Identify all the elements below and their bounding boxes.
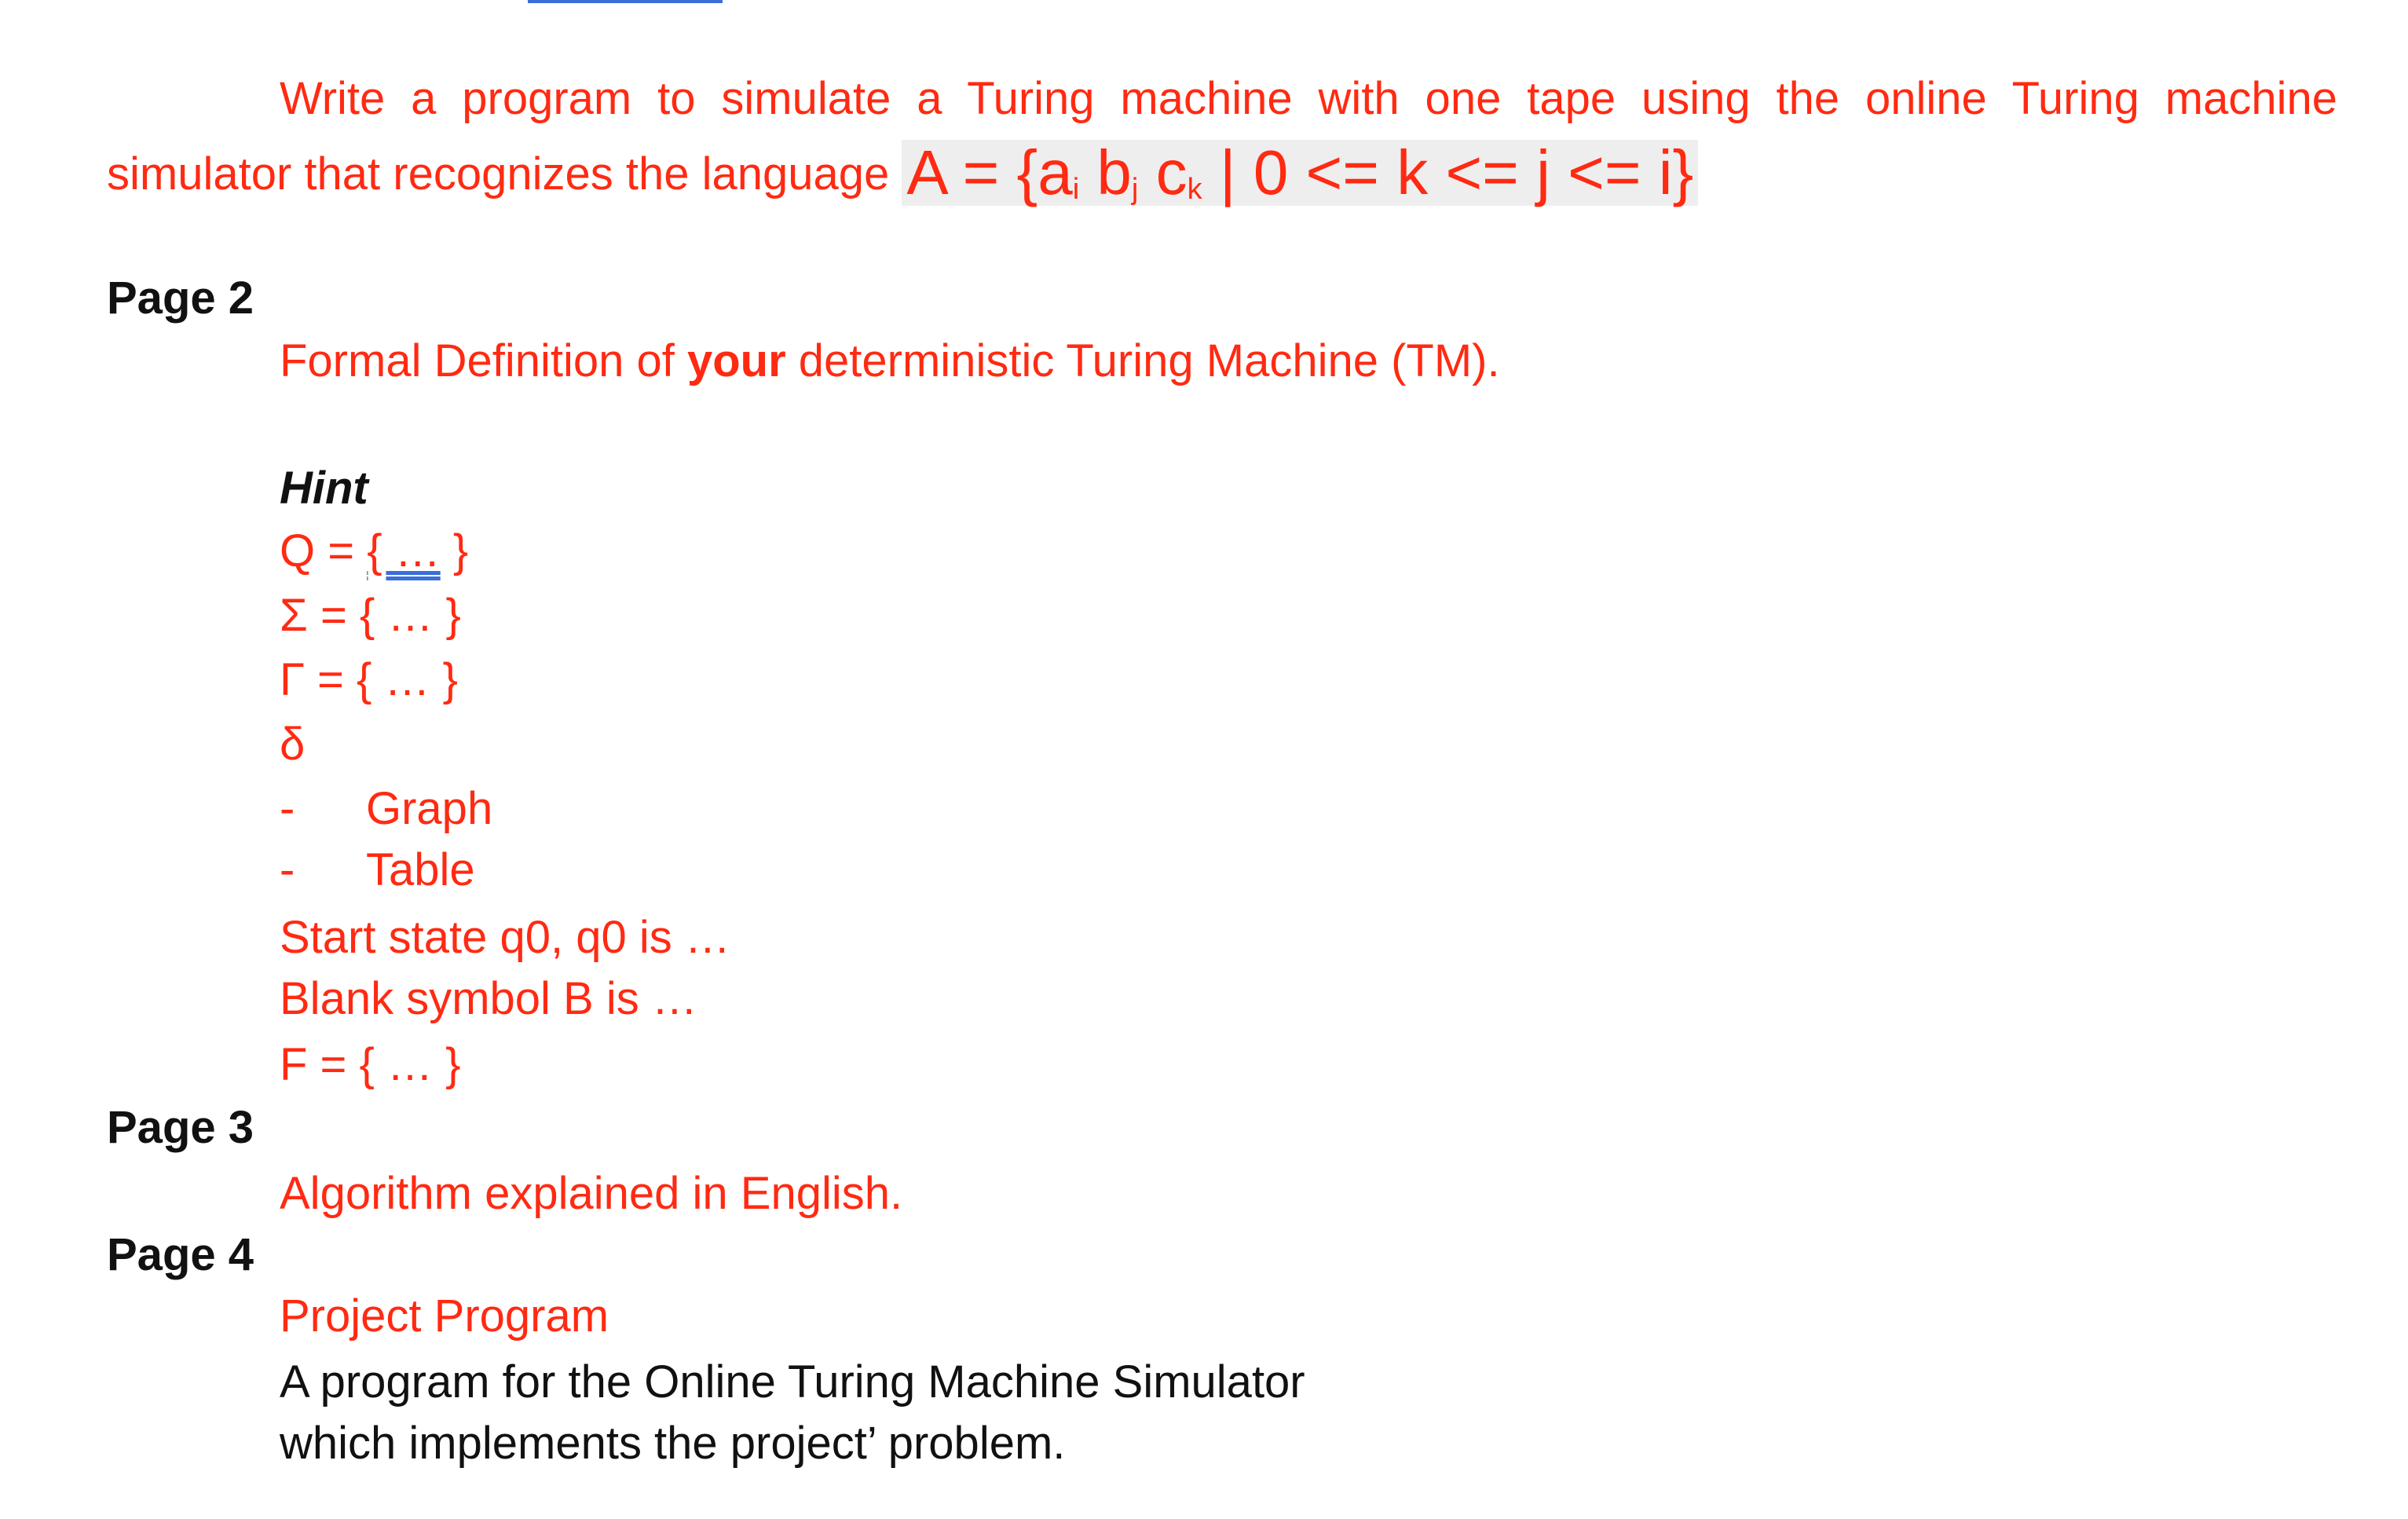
intro-line-2-text: simulator that recognizes the language <box>107 148 902 199</box>
top-rule-line <box>528 0 723 3</box>
gamma-line: Γ = { … } <box>280 654 459 705</box>
sigma-line: Σ = { … } <box>280 590 461 641</box>
intro-line-2 <box>107 137 1698 207</box>
intro-line-1: Write a program to simulate a Turing machine with one tape using the online Turing machine <box>280 73 2337 124</box>
formula-a: A = {a <box>906 137 1073 207</box>
definition-bold-your: your <box>686 335 786 386</box>
formula-condition: | 0 <= k <= j <= i} <box>1202 137 1694 207</box>
definition-suffix: deterministic Turing Machine (TM). <box>785 335 1500 386</box>
delta-line: δ <box>280 719 306 770</box>
q-value-spellcheck: { … <box>367 525 441 576</box>
algorithm-line: Algorithm explained in English. <box>280 1168 903 1219</box>
program-description-line-2: which implements the project’ problem. <box>280 1418 1066 1469</box>
q-prefix: Q = <box>280 525 368 576</box>
delta-item-label: Graph <box>366 783 493 834</box>
formula-c: c <box>1138 137 1188 207</box>
delta-item-label: Table <box>366 844 475 895</box>
bullet-dash: - <box>280 783 295 834</box>
delta-item-graph <box>280 781 492 837</box>
program-description-line-1: A program for the Online Turing Machine Simulator <box>280 1356 1305 1407</box>
formal-definition-line <box>280 333 1500 390</box>
final-states-line: F = { … } <box>280 1039 461 1090</box>
hint-label: Hint <box>280 463 368 514</box>
bullet-dash: - <box>280 844 295 895</box>
formula-sub-i: i <box>1072 173 1080 206</box>
definition-prefix: Formal Definition of <box>280 335 687 386</box>
start-state-line: Start state q0, q0 is … <box>280 912 730 963</box>
page-3-heading: Page 3 <box>107 1102 254 1153</box>
project-program-title: Project Program <box>280 1290 609 1341</box>
page-4-heading: Page 4 <box>107 1229 254 1280</box>
q-suffix: } <box>440 525 469 576</box>
q-states-line <box>280 523 468 580</box>
formula-b: b <box>1079 137 1132 207</box>
language-formula <box>902 137 1698 207</box>
delta-item-table <box>280 842 475 899</box>
page-2-heading: Page 2 <box>107 273 254 324</box>
blank-symbol-line: Blank symbol B is … <box>280 973 697 1024</box>
formula-sub-j: j <box>1131 173 1139 206</box>
formula-sub-k: k <box>1187 173 1202 206</box>
